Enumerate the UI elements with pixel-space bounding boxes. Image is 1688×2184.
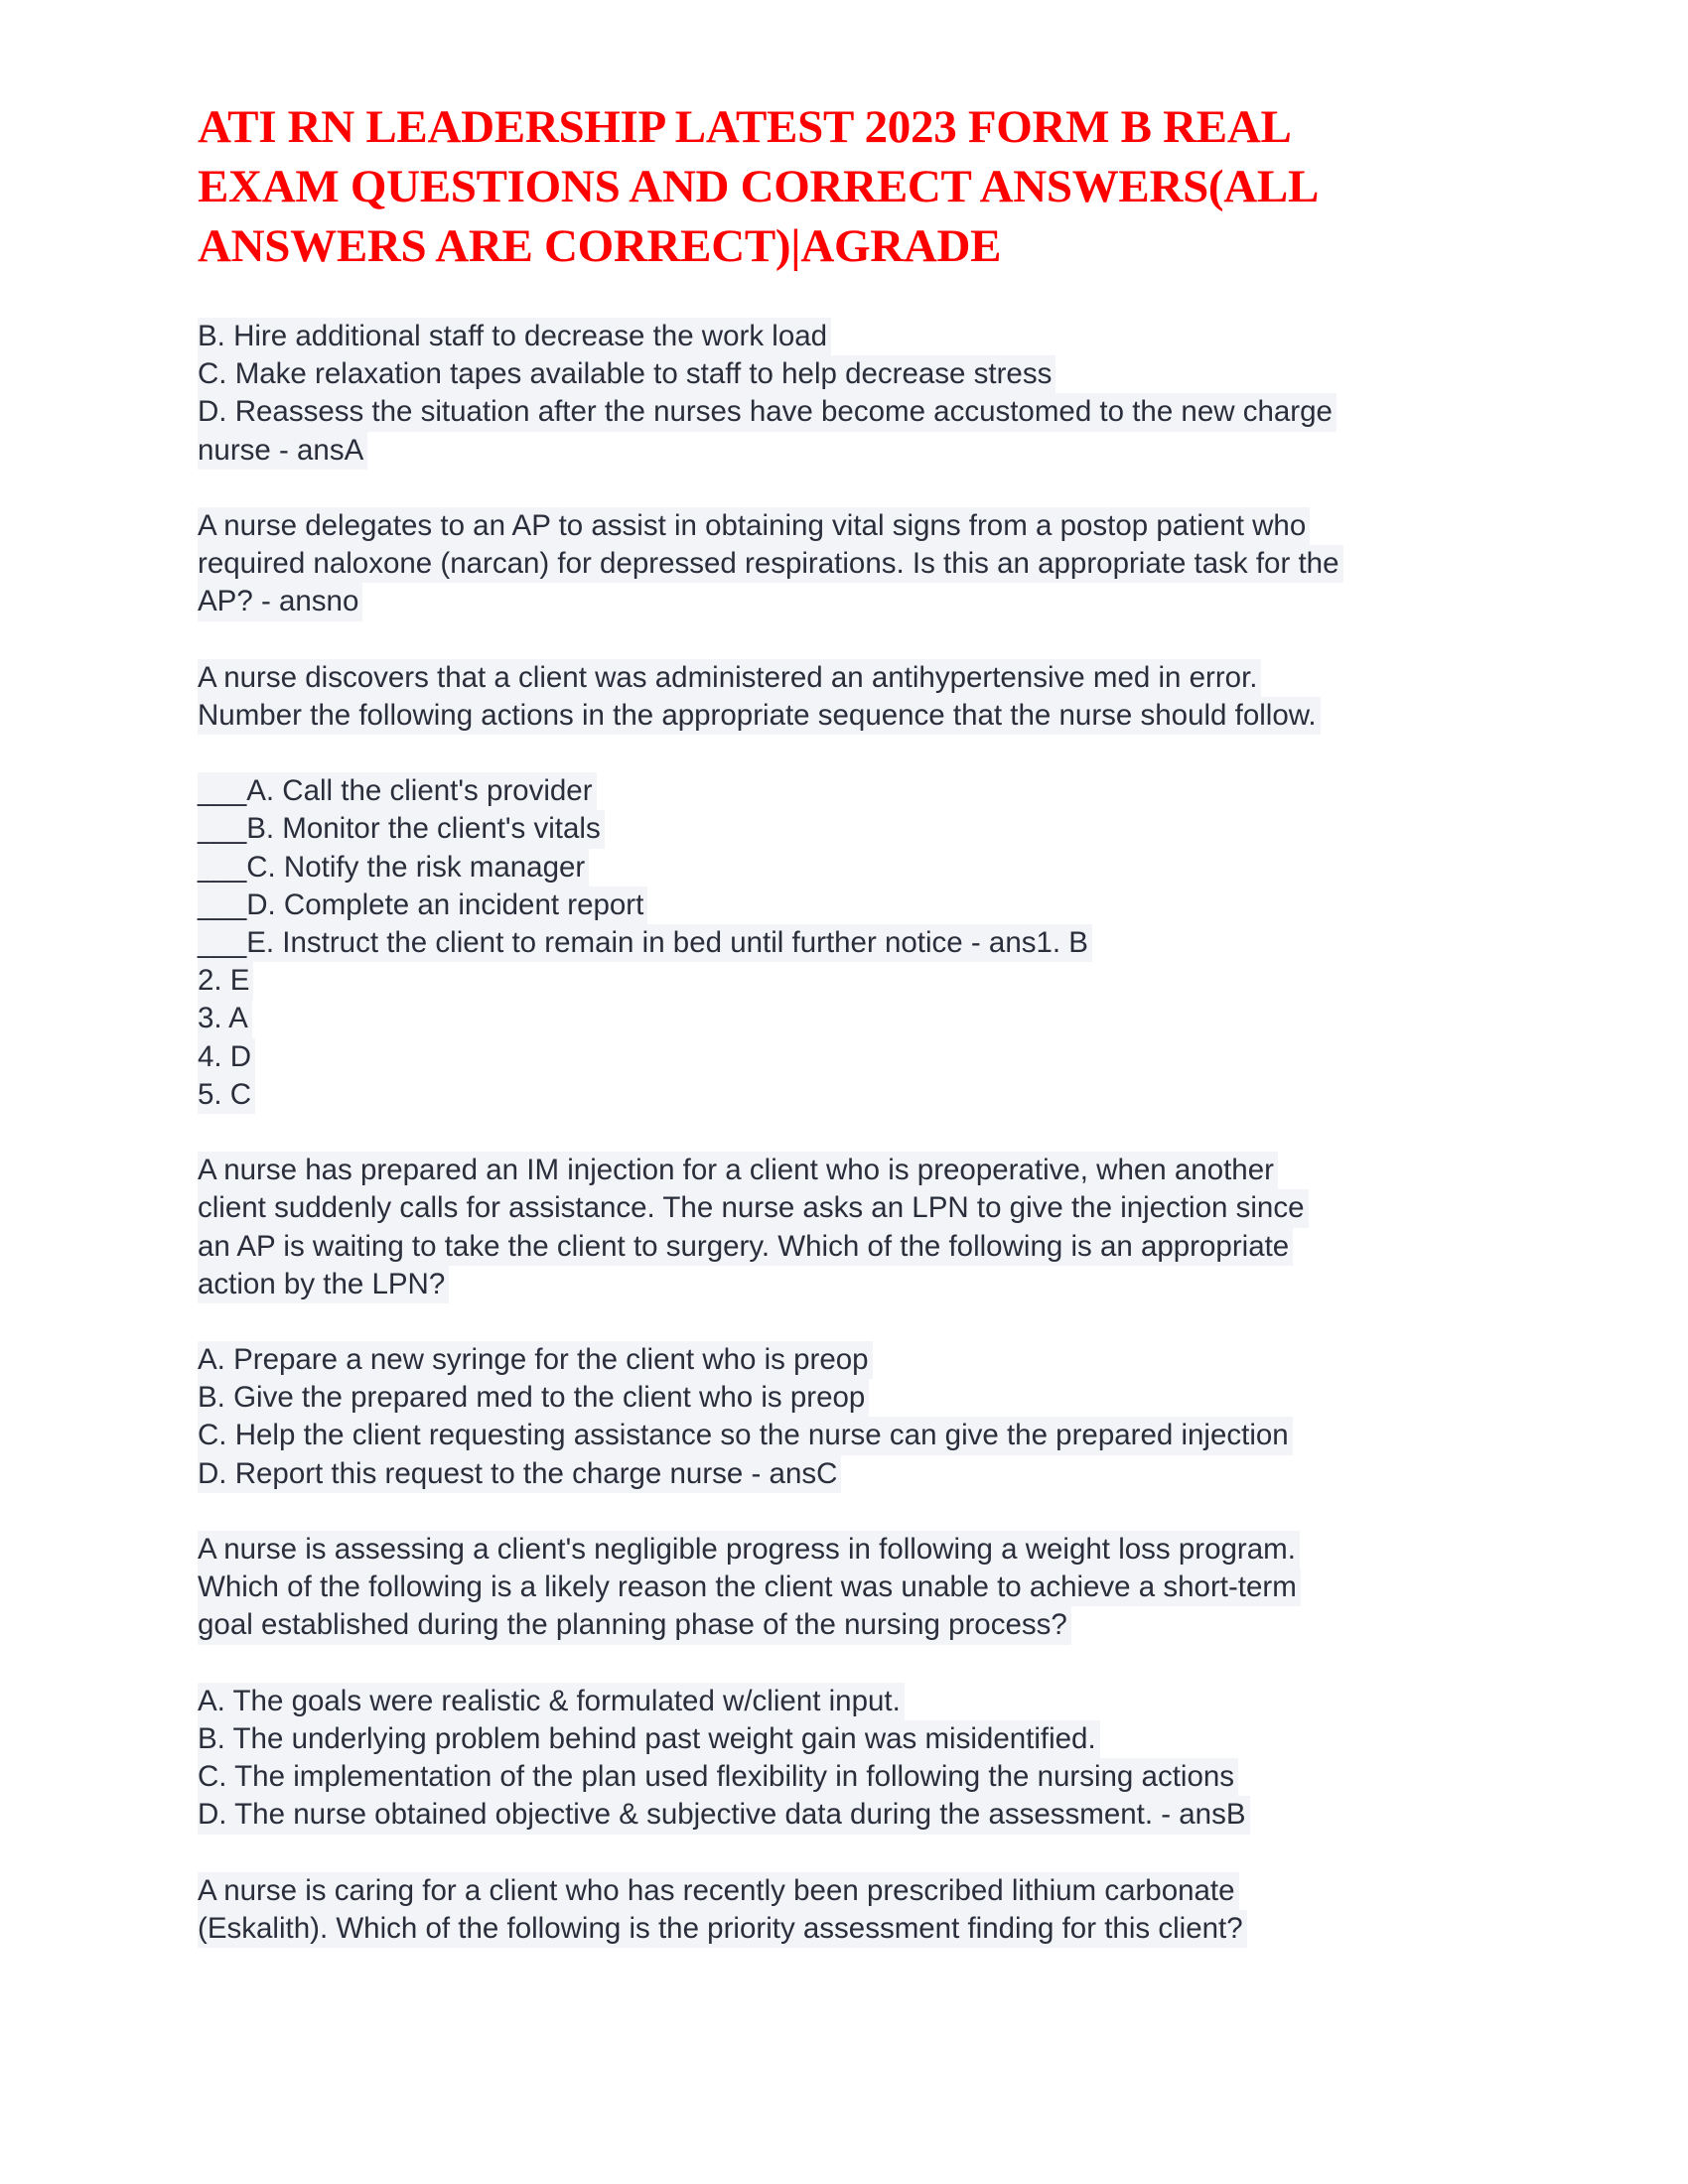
text-line (198, 1189, 1508, 1227)
text-line-content: ___B. Monitor the client's vitals (198, 810, 605, 848)
text-line (198, 355, 1508, 393)
text-line (198, 1758, 1508, 1796)
blank-line (198, 1114, 1508, 1152)
text-line (198, 1266, 1508, 1303)
text-line-content: Number the following actions in the appropriate sequence that the nurse should follow. (198, 697, 1321, 735)
text-line (198, 583, 1508, 620)
text-line-content: A. Prepare a new syringe for the client who is preop (198, 1341, 873, 1379)
blank-line (198, 621, 1508, 659)
text-line (198, 1152, 1508, 1189)
text-line-content: B. Hire additional staff to decrease the work load (198, 318, 831, 355)
text-line (198, 1872, 1508, 1910)
text-line-content: C. The implementation of the plan used flexibility in following the nursing actions (198, 1758, 1238, 1796)
document-title (198, 97, 1508, 276)
text-line-content: A nurse is assessing a client's negligible progress in following a weight loss program. (198, 1531, 1300, 1569)
title-line: ATI RN LEADERSHIP LATEST 2023 FORM B REAL (198, 101, 1292, 153)
document-body (198, 318, 1508, 1948)
text-line (198, 545, 1508, 583)
text-line-content: 3. A (198, 1000, 252, 1037)
text-line (198, 887, 1508, 924)
text-line-content: Which of the following is a likely reason the client was unable to achieve a short-term (198, 1569, 1301, 1606)
text-line-content: an AP is waiting to take the client to surgery. Which of the following is an appropriate (198, 1228, 1293, 1266)
text-line-content: A. The goals were realistic & formulated w/client input. (198, 1683, 905, 1720)
text-line (198, 849, 1508, 887)
text-line-content: 2. E (198, 962, 253, 1000)
text-line-content: ___D. Complete an incident report (198, 887, 647, 924)
document-page (198, 97, 1508, 1948)
text-line-content: B. The underlying problem behind past weight gain was misidentified. (198, 1720, 1100, 1758)
text-line-content: C. Help the client requesting assistance so the nurse can give the prepared injection (198, 1417, 1293, 1454)
text-line-content: A nurse discovers that a client was administered an antihypertensive med in error. (198, 659, 1261, 697)
text-line (198, 810, 1508, 848)
text-line-content: ___C. Notify the risk manager (198, 849, 589, 887)
title-line: EXAM QUESTIONS AND CORRECT ANSWERS(ALL (198, 161, 1320, 212)
text-line (198, 1683, 1508, 1720)
text-line (198, 1531, 1508, 1569)
text-line (198, 1341, 1508, 1379)
text-line-content: required naloxone (narcan) for depressed respirations. Is this an appropriate task for the (198, 545, 1343, 583)
text-line (198, 772, 1508, 810)
text-line-content: B. Give the prepared med to the client who is preop (198, 1379, 869, 1417)
text-line-content: AP? - ansno (198, 583, 362, 620)
text-line (198, 1038, 1508, 1076)
text-line (198, 1910, 1508, 1948)
text-line-content: action by the LPN? (198, 1266, 449, 1303)
text-line (198, 393, 1508, 431)
text-line (198, 432, 1508, 470)
text-line (198, 659, 1508, 697)
text-line-content: goal established during the planning phase of the nursing process? (198, 1606, 1071, 1644)
text-line-content: C. Make relaxation tapes available to staff to help decrease stress (198, 355, 1055, 393)
text-line-content: D. Report this request to the charge nurse - ansC (198, 1455, 841, 1493)
text-line (198, 1076, 1508, 1114)
blank-line (198, 1835, 1508, 1872)
blank-line (198, 1645, 1508, 1683)
text-line-content: A nurse is caring for a client who has recently been prescribed lithium carbonate (198, 1872, 1239, 1910)
text-line-content: ___A. Call the client's provider (198, 772, 597, 810)
text-line (198, 1000, 1508, 1037)
text-line-content: D. Reassess the situation after the nurses have become accustomed to the new charge (198, 393, 1336, 431)
text-line (198, 1228, 1508, 1266)
text-line-content: 5. C (198, 1076, 255, 1114)
blank-line (198, 735, 1508, 772)
text-line-content: (Eskalith). Which of the following is the priority assessment finding for this client? (198, 1910, 1247, 1948)
blank-line (198, 1493, 1508, 1531)
title-line: ANSWERS ARE CORRECT)|AGRADE (198, 220, 1002, 272)
text-line-content: client suddenly calls for assistance. The nurse asks an LPN to give the injection since (198, 1189, 1309, 1227)
text-line-content: 4. D (198, 1038, 255, 1076)
text-line-content: nurse - ansA (198, 432, 367, 470)
text-line (198, 1379, 1508, 1417)
text-line (198, 318, 1508, 355)
text-line (198, 962, 1508, 1000)
text-line (198, 1796, 1508, 1834)
text-line (198, 1720, 1508, 1758)
text-line (198, 1606, 1508, 1644)
text-line-content: A nurse delegates to an AP to assist in obtaining vital signs from a postop patient who (198, 507, 1310, 545)
text-line-content: D. The nurse obtained objective & subjective data during the assessment. - ansB (198, 1796, 1250, 1834)
text-line (198, 1417, 1508, 1454)
text-line (198, 1569, 1508, 1606)
blank-line (198, 470, 1508, 507)
text-line-content: A nurse has prepared an IM injection for a client who is preoperative, when another (198, 1152, 1278, 1189)
text-line (198, 1455, 1508, 1493)
text-line (198, 924, 1508, 962)
blank-line (198, 1303, 1508, 1341)
text-line (198, 507, 1508, 545)
text-line-content: ___E. Instruct the client to remain in bed until further notice - ans1. B (198, 924, 1092, 962)
text-line (198, 697, 1508, 735)
